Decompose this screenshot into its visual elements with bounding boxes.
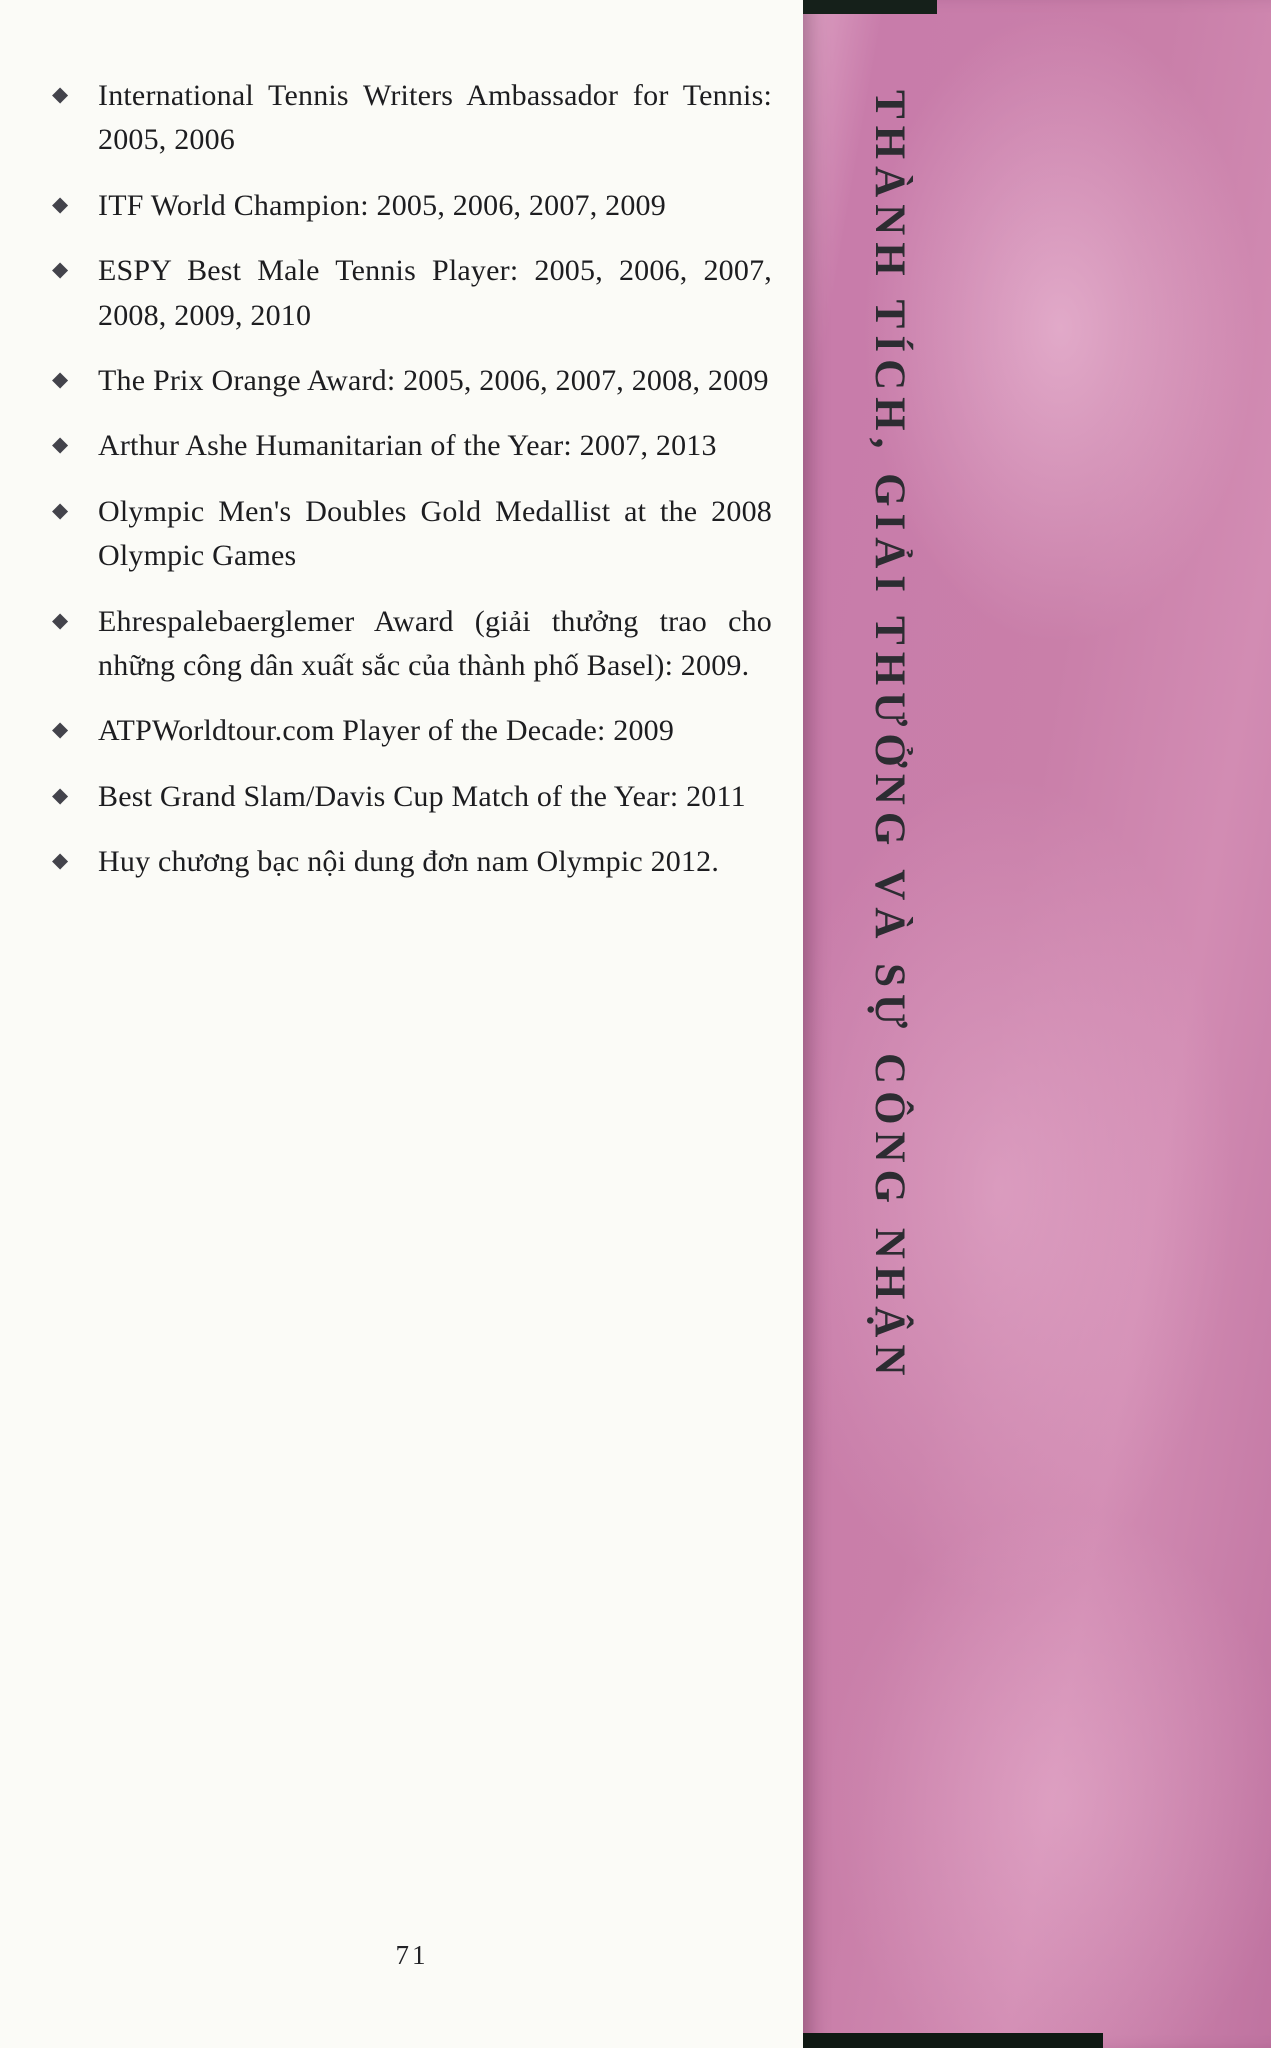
diamond-bullet-icon: ◆ bbox=[52, 257, 69, 282]
list-item bbox=[52, 424, 772, 468]
diamond-bullet-icon: ◆ bbox=[52, 607, 69, 632]
list-item-text: ATPWorldtour.com Player of the Decade: 2009 bbox=[98, 714, 675, 748]
diamond-bullet-icon: ◆ bbox=[52, 82, 69, 106]
list-item-text: Ehrespalebaerglemer Award (giải thưởng trao cho những công dân xuất sắc của thành phố Basel): 2009. bbox=[98, 604, 772, 682]
list-item bbox=[52, 184, 772, 228]
list-item-text: Huy chương bạc nội dung đơn nam Olympic 2012. bbox=[98, 845, 720, 879]
list-item bbox=[52, 249, 772, 338]
chapter-sidebar bbox=[803, 0, 1271, 2048]
scan-artifact-top bbox=[803, 0, 937, 14]
diamond-bullet-icon: ◆ bbox=[52, 191, 69, 216]
diamond-bullet-icon: ◆ bbox=[52, 782, 69, 807]
diamond-bullet-icon: ◆ bbox=[52, 432, 69, 457]
diamond-bullet-icon: ◆ bbox=[52, 717, 69, 742]
list-item bbox=[52, 359, 772, 403]
diamond-bullet-icon: ◆ bbox=[52, 497, 69, 522]
list-item bbox=[52, 840, 772, 884]
list-item-text: ITF World Champion: 2005, 2006, 2007, 2009 bbox=[98, 188, 666, 222]
list-item-text: Best Grand Slam/Davis Cup Match of the Year: 2011 bbox=[98, 779, 746, 813]
achievement-list bbox=[52, 74, 772, 905]
list-item bbox=[52, 490, 772, 579]
list-item-text: ESPY Best Male Tennis Player: 2005, 2006, 2007, 2008, 2009, 2010 bbox=[98, 254, 772, 332]
list-item bbox=[52, 74, 772, 163]
list-item-text: Arthur Ashe Humanitarian of the Year: 2007, 2013 bbox=[98, 429, 717, 463]
list-item-text: The Prix Orange Award: 2005, 2006, 2007, 2008, 2009 bbox=[98, 363, 769, 397]
chapter-title-vertical: THÀNH TÍCH, GIẢI THƯỞNG VÀ SỰ CÔNG NHẬN bbox=[866, 90, 913, 1383]
list-item bbox=[52, 775, 772, 819]
page-number: 71 bbox=[395, 1940, 429, 1970]
list-item-text: International Tennis Writers Ambassador for Tennis: 2005, 2006 bbox=[98, 79, 772, 157]
diamond-bullet-icon: ◆ bbox=[52, 848, 69, 873]
list-item bbox=[52, 709, 772, 753]
list-item bbox=[52, 600, 772, 689]
scan-artifact-bottom bbox=[803, 2033, 1103, 2048]
list-item-text: Olympic Men's Doubles Gold Medallist at the 2008 Olympic Games bbox=[98, 494, 772, 573]
diamond-bullet-icon: ◆ bbox=[52, 366, 69, 391]
